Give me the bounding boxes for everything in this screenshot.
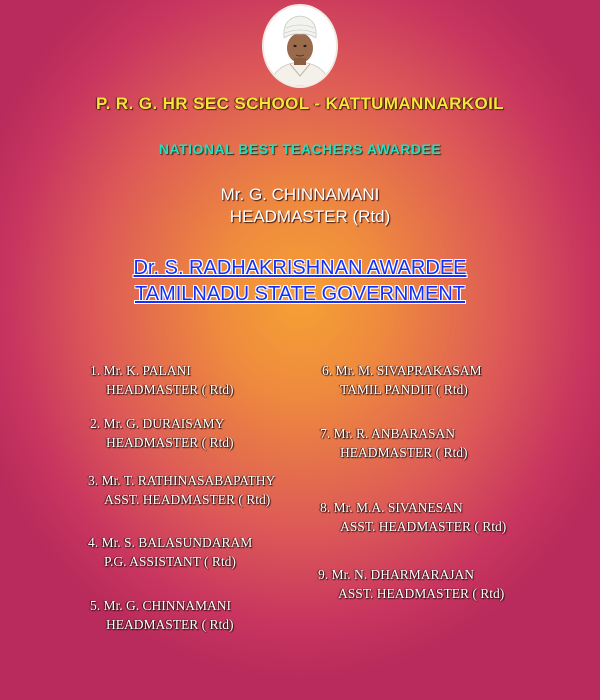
awardee-9 [318, 565, 504, 603]
awardee-7 [320, 424, 468, 462]
awardee-role: HEADMASTER ( Rtd) [106, 382, 234, 397]
awardee-role: HEADMASTER ( Rtd) [106, 435, 234, 450]
awardee-name: 6. Mr. M. SIVAPRAKASAM [322, 363, 482, 378]
awardee-name: 2. Mr. G. DURAISAMY [90, 416, 225, 431]
award-subtitle: NATIONAL BEST TEACHERS AWARDEE [158, 141, 442, 157]
awardee-role: HEADMASTER ( Rtd) [106, 617, 234, 632]
awardee-role: ASST. HEADMASTER ( Rtd) [338, 586, 505, 601]
school-title: P. R. G. HR SEC SCHOOL - KATTUMANNARKOIL [96, 94, 504, 113]
portrait-photo [264, 6, 336, 86]
award-title: Dr. S. RADHAKRISHNAN AWARDEE [133, 257, 467, 279]
awardee-name: 3. Mr. T. RATHINASABAPATHY [88, 473, 276, 488]
awardee-8 [320, 498, 506, 536]
awardee-name: 9. Mr. N. DHARMARAJAN [318, 567, 475, 582]
awardee-4 [88, 533, 252, 571]
awardee-name: 4. Mr. S. BALASUNDARAM [88, 535, 253, 550]
headmaster-name: Mr. G. CHINNAMANI [220, 185, 380, 204]
awardee-3 [88, 471, 275, 509]
awardee-6 [322, 361, 482, 399]
award-government: TAMILNADU STATE GOVERNMENT [134, 283, 466, 305]
awardee-5 [90, 596, 234, 634]
awardee-1 [90, 361, 234, 399]
awardee-role: ASST. HEADMASTER ( Rtd) [340, 519, 507, 534]
awardee-name: 1. Mr. K. PALANI [90, 363, 191, 378]
awardee-name: 7. Mr. R. ANBARASAN [320, 426, 456, 441]
awardee-role: P.G. ASSISTANT ( Rtd) [104, 554, 236, 569]
awardee-role: HEADMASTER ( Rtd) [340, 445, 468, 460]
awardee-name: 8. Mr. M.A. SIVANESAN [320, 500, 463, 515]
awardee-role: TAMIL PANDIT ( Rtd) [340, 382, 468, 397]
headmaster-role: HEADMASTER (Rtd) [229, 207, 391, 226]
awardee-role: ASST. HEADMASTER ( Rtd) [104, 492, 271, 507]
awardee-name: 5. Mr. G. CHINNAMANI [90, 598, 231, 613]
awardee-2 [90, 414, 234, 452]
